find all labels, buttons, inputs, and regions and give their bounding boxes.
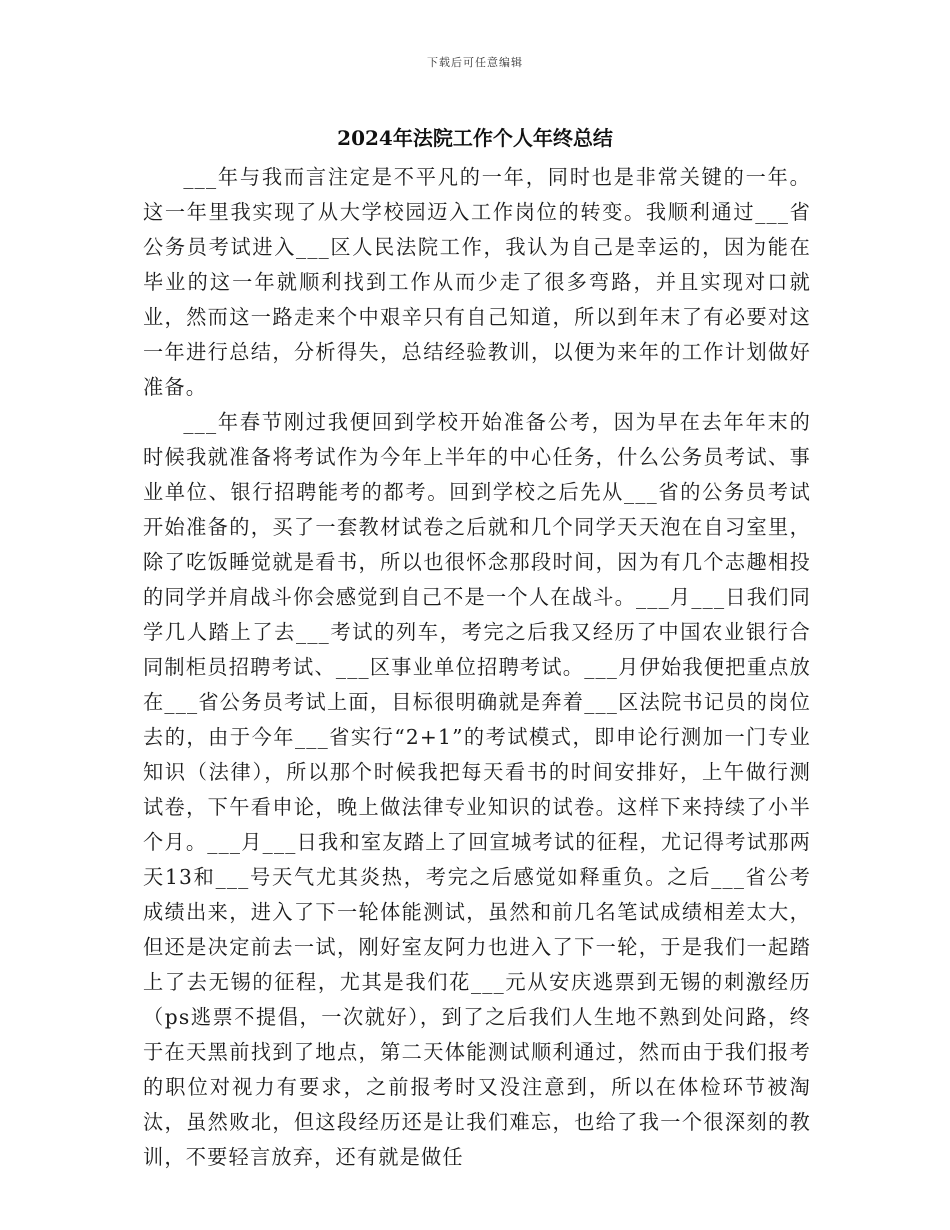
document-title: 2024年法院工作个人年终总结 — [337, 126, 613, 150]
paragraph: ___年春节刚过我便回到学校开始准备公考，因为早在去年年末的时候我就准备将考试作为今年上半年的中心任务，什么公务员考试、事业单位、银行招聘能考的都考。回到学校之后先从___省的公务员考试开始准备的，买了一套教材试卷之后就和几个同学天天泡在自习室里，除了吃饭睡觉就是看书，所以也很怀念那段时间，因为有几个志趣相投的同学并肩战斗你会感觉到自己不是一个人在战斗。___月___日我们同学几人踏上了去___考试的列车，考完之后我又经历了中国农业银行合同制柜员招聘考试、___区事业单位招聘考试。___月伊始我便把重点放在___省公务员考试上面，目标很明确就是奔着___区法院书记员的岗位去的，由于今年___省实行“2+1”的考试模式，即申论行测加一门专业知识（法律），所以那个时候我把每天看书的时间安排好，上午做行测试卷，下午看申论，晚上做法律专业知识的试卷。这样下来持续了小半个月。___月___日我和室友踏上了回宣城考试的征程，尤记得考试那两天13和___号天气尤其炎热，考完之后感觉如释重负。之后___省公考成绩出来，进入了下一轮体能测试，虽然和前几名笔试成绩相差太大，但还是决定前去一试，刚好室友阿力也进入了下一轮，于是我们一起踏上了去无锡的征程，尤其是我们花___元从安庆逃票到无锡的刺激经历（ps逃票不提倡，一次就好），到了之后我们人生地不熟到处问路，终于在天黑前找到了地点，第二天体能测试顺利通过，然而由于我们报考的职位对视力有要求，之前报考时又没注意到，所以在体检环节被淘汰，虽然败北，但这段经历还是让我们难忘，也给了我一个很深刻的教训，不要轻言放弃，还有就是做任 — [143, 410, 811, 1169]
document-body — [143, 160, 811, 1175]
paragraph: ___年与我而言注定是不平凡的一年，同时也是非常关键的一年。这一年里我实现了从大学校园迈入工作岗位的转变。我顺利通过___省公务员考试进入___区人民法院工作，我认为自己是幸运的，因为能在毕业的这一年就顺利找到工作从而少走了很多弯路，并且实现对口就业，然而这一路走来个中艰辛只有自己知道，所以到年末了有必要对这一年进行总结，分析得失，总结经验教训，以便为来年的工作计划做好准备。 — [143, 165, 811, 399]
download-note: 下载后可任意编辑 — [427, 56, 523, 69]
